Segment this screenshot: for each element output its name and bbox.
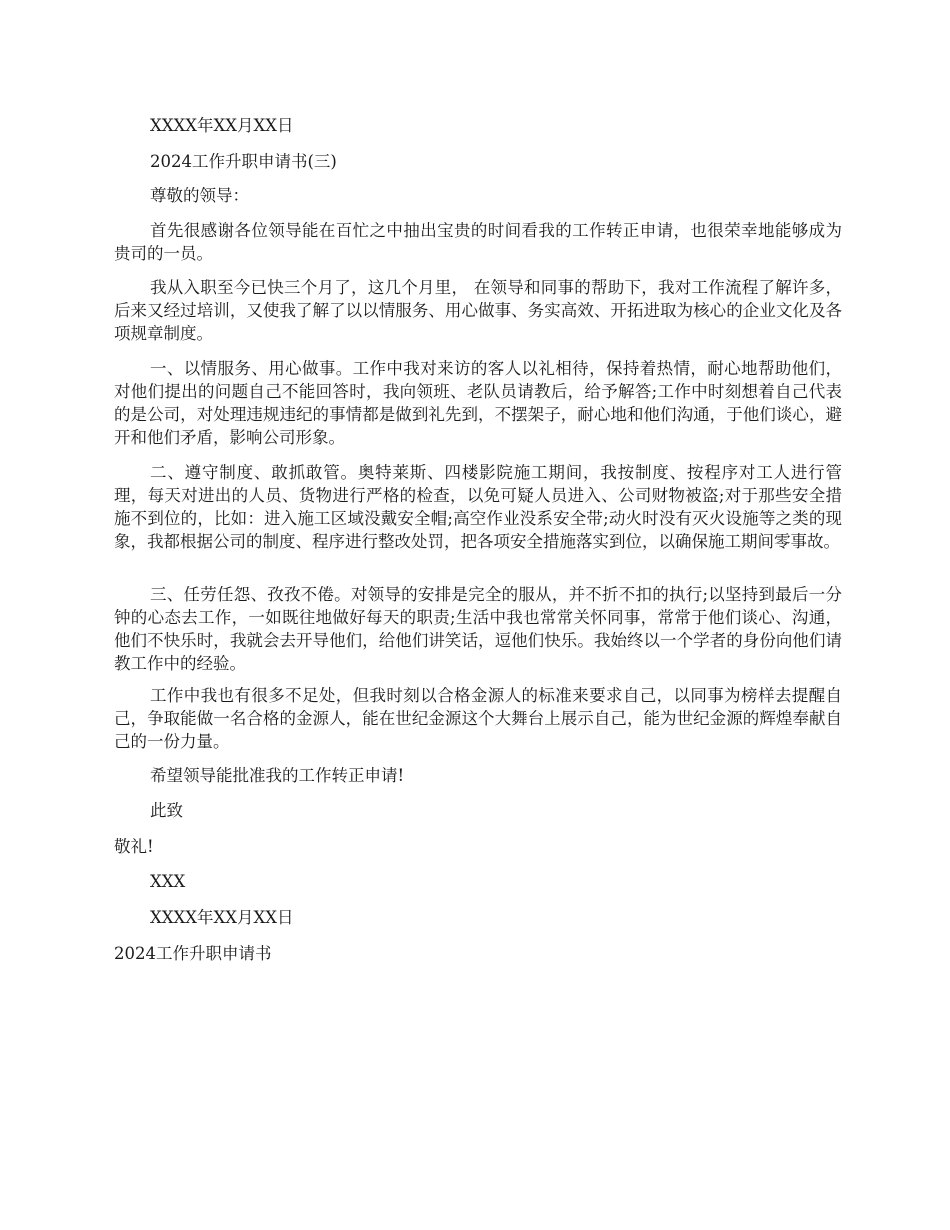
paragraph-experience: 我从入职至今已快三个月了，这几个月里， 在领导和同事的帮助下，我对工作流程了解许多，后来又经过培训，又使我了解了以以情服务、用心做事、务实高效、开拓进取为核心的企业文化及各项规章制度。 — [114, 278, 842, 343]
document-title: 2024工作升职申请书(三) — [150, 152, 337, 171]
next-section-heading: 2024工作升职申请书 — [114, 944, 272, 963]
closing-salutation: 此致 — [150, 801, 183, 820]
paragraph-point-2: 二、遵守制度、敢抓敢管。奥特莱斯、四楼影院施工期间，我按制度、按程序对工人进行管理，每天对进出的人员、货物进行严格的检查，以免可疑人员进入、公司财物被盗;对于那些安全措施不到位的，比如：进入施工区域没戴安全帽;高空作业没系安全带;动火时没有灭火设施等之类的现象，我都根据公司的制度、程序进行整改处罚，把各项安全措施落实到位，以确保施工期间零事故。 — [114, 463, 842, 551]
request-line: 希望领导能批准我的工作转正申请! — [150, 766, 405, 785]
paragraph-point-1: 一、以情服务、用心做事。工作中我对来访的客人以礼相待，保持着热情，耐心地帮助他们，对他们提出的问题自己不能回答时，我向领班、老队员请教后，给予解答;工作中时刻想着自己代表的是公司，对处理违规违纪的事情都是做到礼先到，不摆架子，耐心地和他们沟通，于他们谈心，避开和他们矛盾，影响公司形象。 — [114, 359, 842, 447]
date-top: XXXX年XX月XX日 — [150, 116, 294, 135]
paragraph-shortcomings: 工作中我也有很多不足处，但我时刻以合格金源人的标准来要求自己，以同事为榜样去提醒自己，争取能做一名合格的金源人，能在世纪金源这个大舞台上展示自己，能为世纪金源的辉煌奉献自己的一份力量。 — [114, 686, 842, 751]
date-bottom: XXXX年XX月XX日 — [150, 908, 294, 927]
paragraph-point-3: 三、任劳任怨、孜孜不倦。对领导的安排是完全的服从，并不折不扣的执行;以坚持到最后一分钟的心态去工作，一如既往地做好每天的职责;生活中我也常常关怀同事，常常于他们谈心、沟通，他们不快乐时，我就会去开导他们，给他们讲笑话，逗他们快乐。我始终以一个学者的身份向他们请教工作中的经验。 — [114, 585, 842, 673]
closing-respect: 敬礼! — [114, 837, 154, 856]
paragraph-intro: 首先很感谢各位领导能在百忙之中抽出宝贵的时间看我的工作转正申请，也很荣幸地能够成为贵司的一员。 — [114, 221, 842, 263]
signature: XXX — [150, 872, 186, 891]
salutation: 尊敬的领导： — [150, 186, 249, 205]
